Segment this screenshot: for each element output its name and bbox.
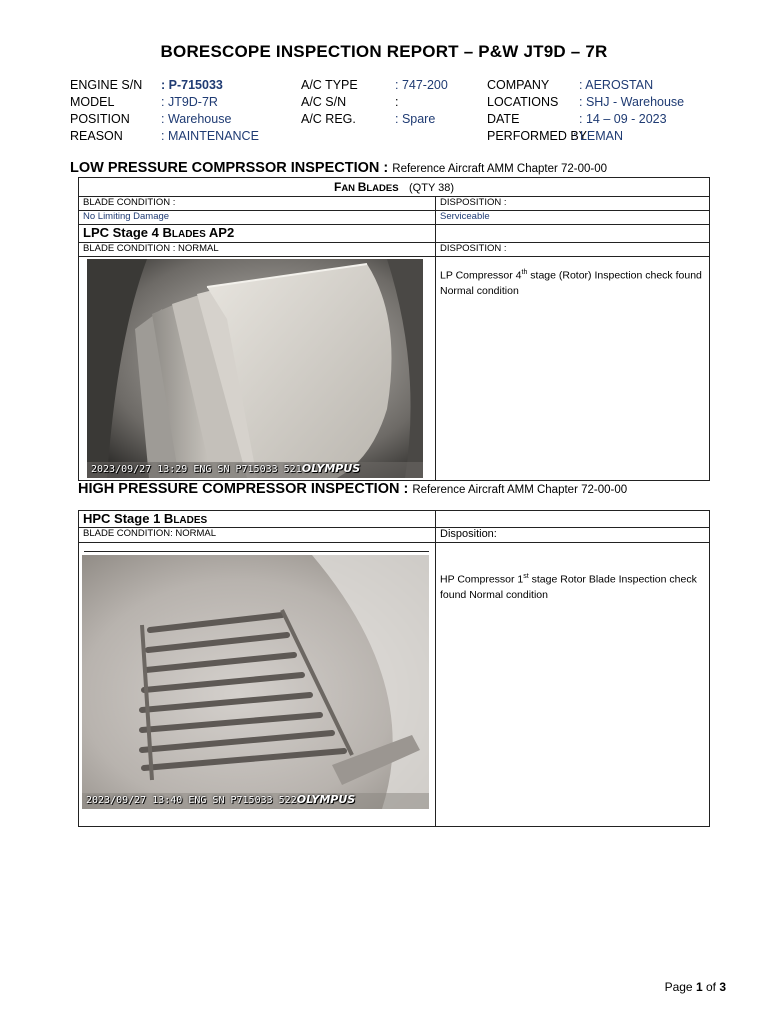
- lpc-stage4-borescope-photo: [87, 259, 423, 478]
- stage4-disposition-label: DISPOSITION :: [436, 243, 710, 257]
- locations-label: LOCATIONS: [487, 95, 559, 109]
- company-label: COMPANY: [487, 78, 550, 92]
- hpc-note-a: HP Compressor 1: [440, 573, 524, 586]
- stage4-condition-label: BLADE CONDITION : NORMAL: [79, 243, 436, 257]
- stage4-title-b: LADES: [171, 229, 206, 240]
- stage4-title-a: LPC Stage 4 B: [83, 225, 172, 240]
- hpc-title-a: HPC Stage 1 B: [83, 511, 174, 526]
- lpc-photo-stamp: [91, 462, 419, 475]
- locations-value: : SHJ - Warehouse: [579, 95, 685, 109]
- hpc-photo-top-rule: [84, 551, 429, 552]
- ac-sn-label: A/C S/N: [301, 95, 347, 109]
- ac-reg-value: : Spare: [395, 112, 436, 126]
- fan-title-b: B: [357, 180, 367, 194]
- position-label: POSITION: [70, 112, 130, 126]
- position-value: : Warehouse: [161, 112, 232, 126]
- performed-by-label: PERFORMED BY: [487, 129, 588, 143]
- ac-reg-label: A/C REG.: [301, 112, 356, 126]
- lpc-section-heading: [70, 160, 607, 176]
- hpc-heading-text: HIGH PRESSURE COMPRESSOR INSPECTION :: [78, 481, 409, 497]
- lpc-stage4-title-blank: [436, 225, 710, 243]
- hpc-note-sup: st: [523, 573, 529, 580]
- hpc-stage1-borescope-photo: [82, 555, 429, 809]
- engine-sn-label: ENGINE S/N: [70, 78, 143, 92]
- hpc-stamp-brand: OLYMPUS: [296, 793, 356, 806]
- hpc-photo-stamp: [86, 793, 425, 806]
- fan-title-f: F: [333, 180, 342, 194]
- fan-qty: (QTY 38): [409, 182, 455, 194]
- lpc-stamp-brand: OLYMPUS: [301, 462, 361, 475]
- date-label: DATE: [487, 112, 520, 126]
- hpc-note-b: stage Rotor Blade Inspection check found Normal condition: [440, 573, 697, 601]
- lpc-reference: Reference Aircraft AMM Chapter 72-00-00: [392, 163, 608, 175]
- hpc-note: [436, 543, 710, 827]
- performed-by-value: : LEMAN: [573, 129, 624, 143]
- of-word: of: [702, 980, 720, 994]
- reason-value: : MAINTENANCE: [161, 129, 259, 143]
- ac-type-value: : 747-200: [395, 78, 448, 92]
- stage4-note-b: stage (Rotor) Inspection check found Normal condition: [440, 269, 702, 297]
- ac-type-label: A/C TYPE: [301, 78, 358, 92]
- fan-condition-value: No Limiting Damage: [79, 211, 436, 225]
- stage4-note-a: LP Compressor 4: [440, 269, 522, 282]
- model-value: : JT9D-7R: [161, 95, 218, 109]
- hpc-reference: Reference Aircraft AMM Chapter 72-00-00: [412, 484, 628, 496]
- lpc-stamp-text: 2023/09/27 13:29 ENG SN P715033 521: [91, 464, 302, 475]
- report-title: BORESCOPE INSPECTION REPORT – P&W JT9D – 7R: [160, 42, 608, 61]
- reason-label: REASON: [70, 129, 123, 143]
- page-word: Page: [664, 980, 696, 994]
- company-value: : AEROSTAN: [579, 78, 654, 92]
- fan-title-lades: LADES: [366, 183, 399, 194]
- page-num: 1: [695, 980, 703, 994]
- page-total: 3: [719, 980, 726, 994]
- stage4-title-c: AP2: [205, 225, 235, 240]
- hpc-title-b: LADES: [173, 515, 208, 526]
- fan-disposition-label: DISPOSITION :: [436, 197, 710, 211]
- hpc-condition-label: BLADE CONDITION: NORMAL: [79, 528, 436, 543]
- model-label: MODEL: [70, 95, 115, 109]
- fan-title-an: AN: [341, 183, 358, 194]
- fan-disposition-value: Serviceable: [436, 211, 710, 225]
- hpc-stamp-text: 2023/09/27 13:40 ENG SN P715033 522: [86, 795, 297, 806]
- hpc-stage1-title: [79, 511, 436, 528]
- engine-sn-value: : P-715033: [161, 78, 223, 92]
- lpc-stage4-title: [79, 225, 436, 243]
- date-value: : 14 – 09 - 2023: [579, 112, 667, 126]
- hpc-disposition-label: Disposition:: [436, 528, 710, 543]
- hpc-section-heading: [78, 481, 627, 497]
- hpc-blade-image: [82, 555, 429, 809]
- hpc-title-blank: [436, 511, 710, 528]
- stage4-note-sup: th: [521, 269, 528, 276]
- stage4-note: [436, 257, 710, 481]
- ac-sn-value: :: [395, 95, 399, 109]
- lpc-heading-text: LOW PRESSURE COMPRSSOR INSPECTION :: [70, 160, 389, 176]
- lpc-blade-image: [87, 259, 423, 478]
- page-number: [665, 980, 726, 994]
- fan-condition-label: BLADE CONDITION :: [79, 197, 436, 211]
- fan-blades-title: [79, 178, 710, 197]
